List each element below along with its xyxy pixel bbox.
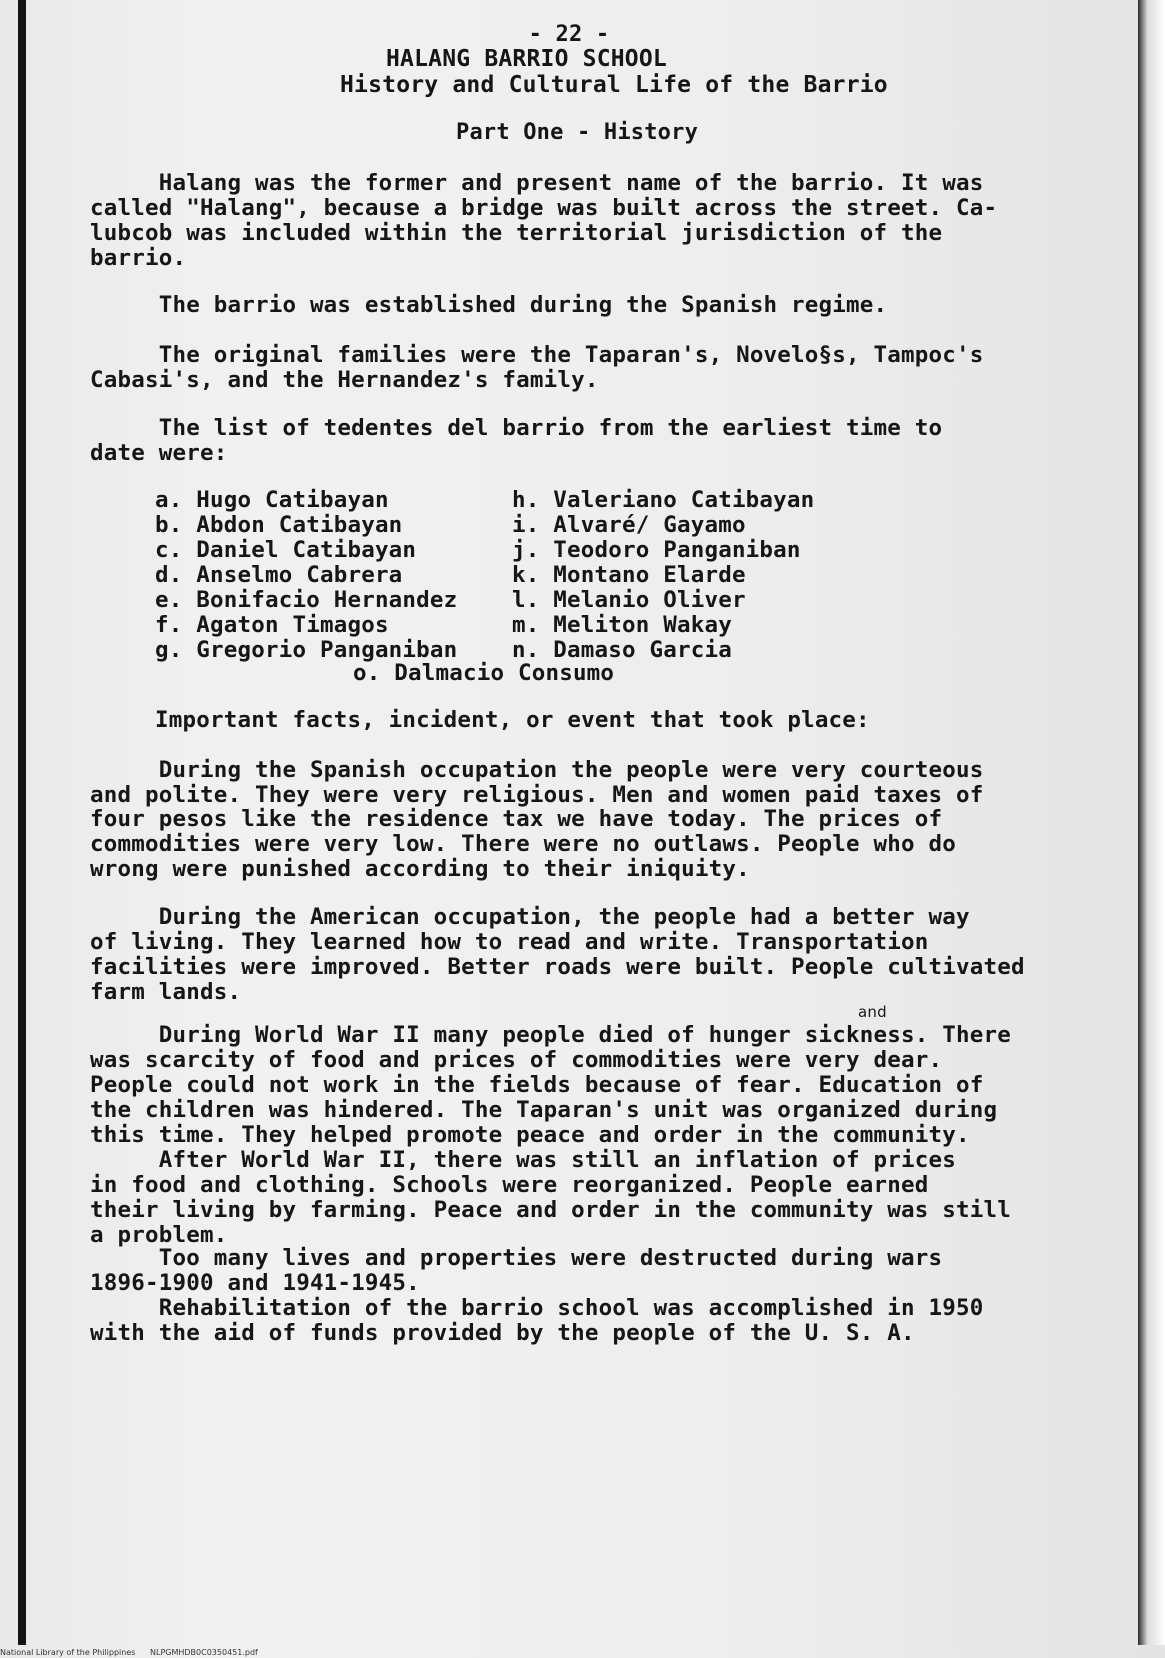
paragraph-line: called "Halang", because a bridge was built across the street. Ca-: [90, 195, 998, 221]
scan-right-edge: [1138, 0, 1165, 1645]
paragraph-line: and polite. They were very religious. Men and women paid taxes of: [90, 782, 984, 808]
document-title: History and Cultural Life of the Barrio: [340, 72, 888, 98]
handwritten-insertion: and: [858, 1003, 887, 1021]
paragraph-line: with the aid of funds provided by the people of the U. S. A.: [90, 1320, 915, 1346]
paragraph-line: After World War II, there was still an inflation of prices: [90, 1147, 957, 1173]
paragraph-line: wrong were punished according to their iniquity.: [90, 856, 750, 882]
paragraph-line: 1896-1900 and 1941-1945.: [90, 1270, 420, 1296]
list-item: l. Melanio Oliver: [512, 587, 746, 613]
part-heading: Part One - History: [456, 120, 699, 145]
paragraph-line: The list of tedentes del barrio from the earliest time to: [90, 415, 943, 441]
paragraph-line: facilities were improved. Better roads were built. People cultivated: [90, 954, 1025, 980]
paragraph-line: was scarcity of food and prices of commodities were very dear.: [90, 1047, 943, 1073]
paragraph-line: People could not work in the fields because of fear. Education of: [90, 1072, 984, 1098]
list-item: k. Montano Elarde: [512, 562, 746, 588]
list-item: e. Bonifacio Hernandez: [155, 587, 458, 613]
scan-left-edge: [18, 0, 26, 1645]
paragraph-line: During World War II many people died of hunger sickness. There: [90, 1022, 1011, 1048]
list-item: o. Dalmacio Consumo: [353, 660, 615, 686]
paragraph-line: lubcob was included within the territorial jurisdiction of the: [90, 220, 943, 246]
list-item: h. Valeriano Catibayan: [512, 487, 815, 513]
paragraph-line: barrio.: [90, 245, 187, 271]
footer-library: National Library of the Philippines: [0, 1648, 136, 1657]
paragraph-line: a problem.: [90, 1222, 228, 1248]
list-item: d. Anselmo Cabrera: [155, 562, 403, 588]
facts-heading: Important facts, incident, or event that took place:: [155, 707, 870, 733]
paragraph-line: Too many lives and properties were destructed during wars: [90, 1245, 943, 1271]
footer-filename: NLPGMHDB0C0350451.pdf: [150, 1648, 258, 1657]
list-item: m. Meliton Wakay: [512, 612, 732, 638]
paragraph-line: four pesos like the residence tax we have today. The prices of: [90, 806, 943, 832]
paragraph-line: in food and clothing. Schools were reorganized. People earned: [90, 1172, 929, 1198]
list-item: j. Teodoro Panganiban: [512, 537, 801, 563]
list-item: g. Gregorio Panganiban: [155, 637, 458, 663]
paragraph-line: their living by farming. Peace and order in the community was still: [90, 1197, 1011, 1223]
paragraph-line: Rehabilitation of the barrio school was accomplished in 1950: [90, 1295, 984, 1321]
paragraph-line: the children was hindered. The Taparan's unit was organized during: [90, 1097, 998, 1123]
list-item: n. Damaso Garcia: [512, 637, 732, 663]
paragraph-line: commodities were very low. There were no outlaws. People who do: [90, 831, 957, 857]
paragraph-line: this time. They helped promote peace and order in the community.: [90, 1122, 970, 1148]
list-item: c. Daniel Catibayan: [155, 537, 417, 563]
paragraph-line: Cabasi's, and the Hernandez's family.: [90, 367, 599, 393]
paragraph-line: Halang was the former and present name of the barrio. It was: [90, 170, 984, 196]
paragraph-line: The original families were the Taparan's, Novelo§s, Tampoc's: [90, 342, 984, 368]
paragraph-line: During the Spanish occupation the people were very courteous: [90, 757, 984, 783]
list-item: f. Agaton Timagos: [155, 612, 389, 638]
page-number: - 22 -: [528, 22, 610, 47]
paragraph-line: During the American occupation, the people had a better way: [90, 904, 970, 930]
list-item: a. Hugo Catibayan: [155, 487, 389, 513]
paragraph-line: farm lands.: [90, 979, 242, 1005]
paragraph-line: date were:: [90, 440, 228, 466]
list-item: i. Alvaré/ Gayamo: [512, 512, 746, 538]
paragraph-line: The barrio was established during the Spanish regime.: [90, 292, 888, 318]
paragraph-line: of living. They learned how to read and write. Transportation: [90, 929, 929, 955]
school-name: HALANG BARRIO SCHOOL: [386, 46, 667, 72]
list-item: b. Abdon Catibayan: [155, 512, 403, 538]
